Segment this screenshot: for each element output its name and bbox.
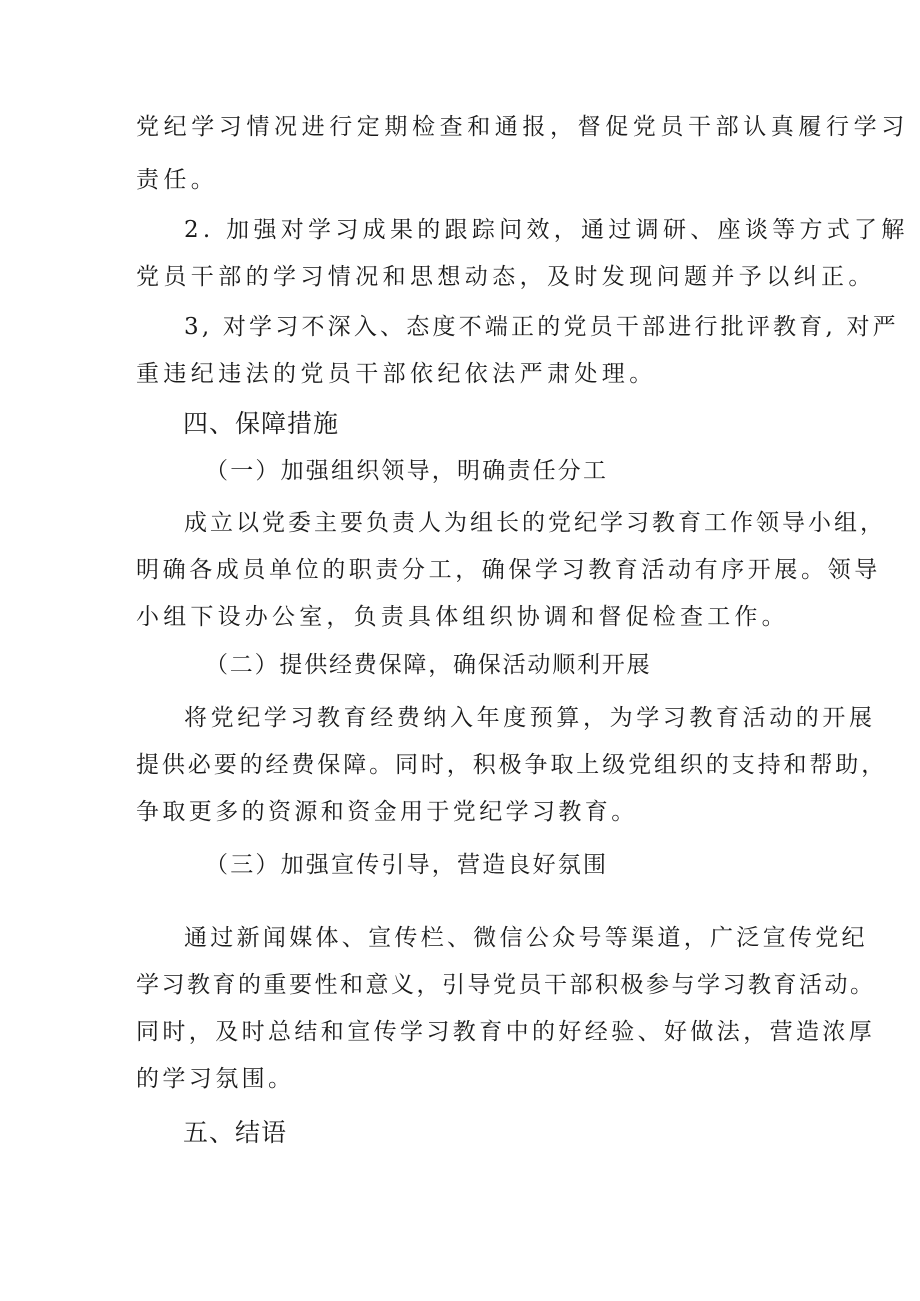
paragraph-line: 2. 加强对学习成果的跟踪问效，通过调研、座谈等方式了解 — [184, 217, 909, 243]
paragraph-line: 成立以党委主要负责人为组长的党纪学习教育工作领导小组， — [184, 510, 886, 536]
paragraph-line: 将党纪学习教育经费纳入年度预算，为学习教育活动的开展 — [184, 705, 876, 731]
paragraph-line: 学习教育的重要性和意义，引导党员干部积极参与学习教育活动。 — [136, 972, 876, 998]
subsection-title-3: （三）加强宣传引导，营造良好氛围 — [205, 852, 609, 878]
paragraph-line: 党纪学习情况进行定期检查和通报，督促党员干部认真履行学习 — [136, 114, 909, 140]
paragraph-line: 通过新闻媒体、宣传栏、微信公众号等渠道，广泛宣传党纪 — [184, 925, 868, 951]
paragraph-line: 责任。 — [136, 167, 219, 193]
paragraph-line: 重违纪违法的党员干部依纪依法严肃处理。 — [136, 361, 657, 387]
paragraph-line: 小组下设办公室，负责具体组织协调和督促检查工作。 — [136, 604, 789, 630]
subsection-title-2: （二）提供经费保障，确保活动顺利开展 — [205, 652, 652, 678]
paragraph-line: 党员干部的学习情况和思想动态，及时发现问题并予以纠正。 — [136, 264, 876, 290]
paragraph-line: 的学习氛围。 — [136, 1066, 295, 1092]
paragraph-line: 同时，及时总结和宣传学习教育中的好经验、好做法，营造浓厚 — [136, 1019, 876, 1045]
paragraph-line: 争取更多的资源和资金用于党纪学习教育。 — [136, 799, 638, 825]
paragraph-line: 3, 对学习不深入、态度不端正的党员干部进行批评教育, 对严 — [184, 314, 899, 340]
section-heading-4: 四、保障措施 — [183, 409, 340, 438]
paragraph-line: 提供必要的经费保障。同时，积极争取上级党组织的支持和帮助， — [136, 752, 888, 778]
subsection-title-1: （一）加强组织领导，明确责任分工 — [205, 458, 609, 484]
paragraph-line: 明确各成员单位的职责分工，确保学习教育活动有序开展。领导 — [136, 557, 881, 583]
section-heading-5: 五、结语 — [183, 1118, 288, 1147]
